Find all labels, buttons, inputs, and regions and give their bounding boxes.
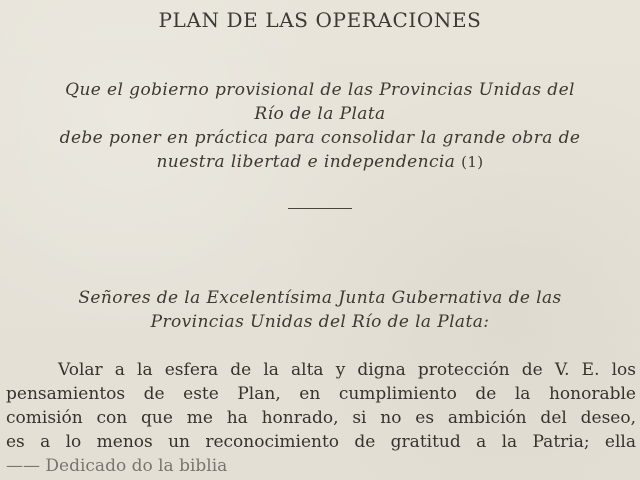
body-line: comisión con que me ha honrado, si no es ambición del deseo, — [6, 408, 636, 428]
salutation-line: Provincias Unidas del Río de la Plata: — [150, 312, 490, 332]
subtitle-line — [22, 150, 618, 174]
subtitle-line-text: nuestra libertad e independencia — [156, 152, 456, 172]
salutation-line: Señores de la Excelentísima Junta Gubernativa de las — [78, 288, 562, 308]
body-line: Volar a la esfera de la alta y digna protección de V. E. los — [58, 360, 636, 380]
subtitle-line: Río de la Plata — [254, 104, 386, 124]
document-title: PLAN DE LAS OPERACIONES — [158, 8, 482, 32]
body-line: es a lo menos un reconocimiento de gratitud a la Patria; ella — [6, 432, 636, 452]
subtitle-line: debe poner en práctica para consolidar la grande obra de — [59, 128, 581, 148]
salutation — [22, 286, 618, 334]
footnote-marker: (1) — [461, 153, 484, 171]
document-subtitle — [22, 78, 618, 174]
body-line-partial: —— Dedicado do la biblia — [6, 456, 228, 476]
section-separator — [288, 208, 352, 209]
body-line: pensamientos de este Plan, en cumplimiento de la honorable — [6, 384, 636, 404]
subtitle-line: Que el gobierno provisional de las Provincias Unidas del — [65, 80, 575, 100]
body-paragraph — [0, 358, 640, 478]
